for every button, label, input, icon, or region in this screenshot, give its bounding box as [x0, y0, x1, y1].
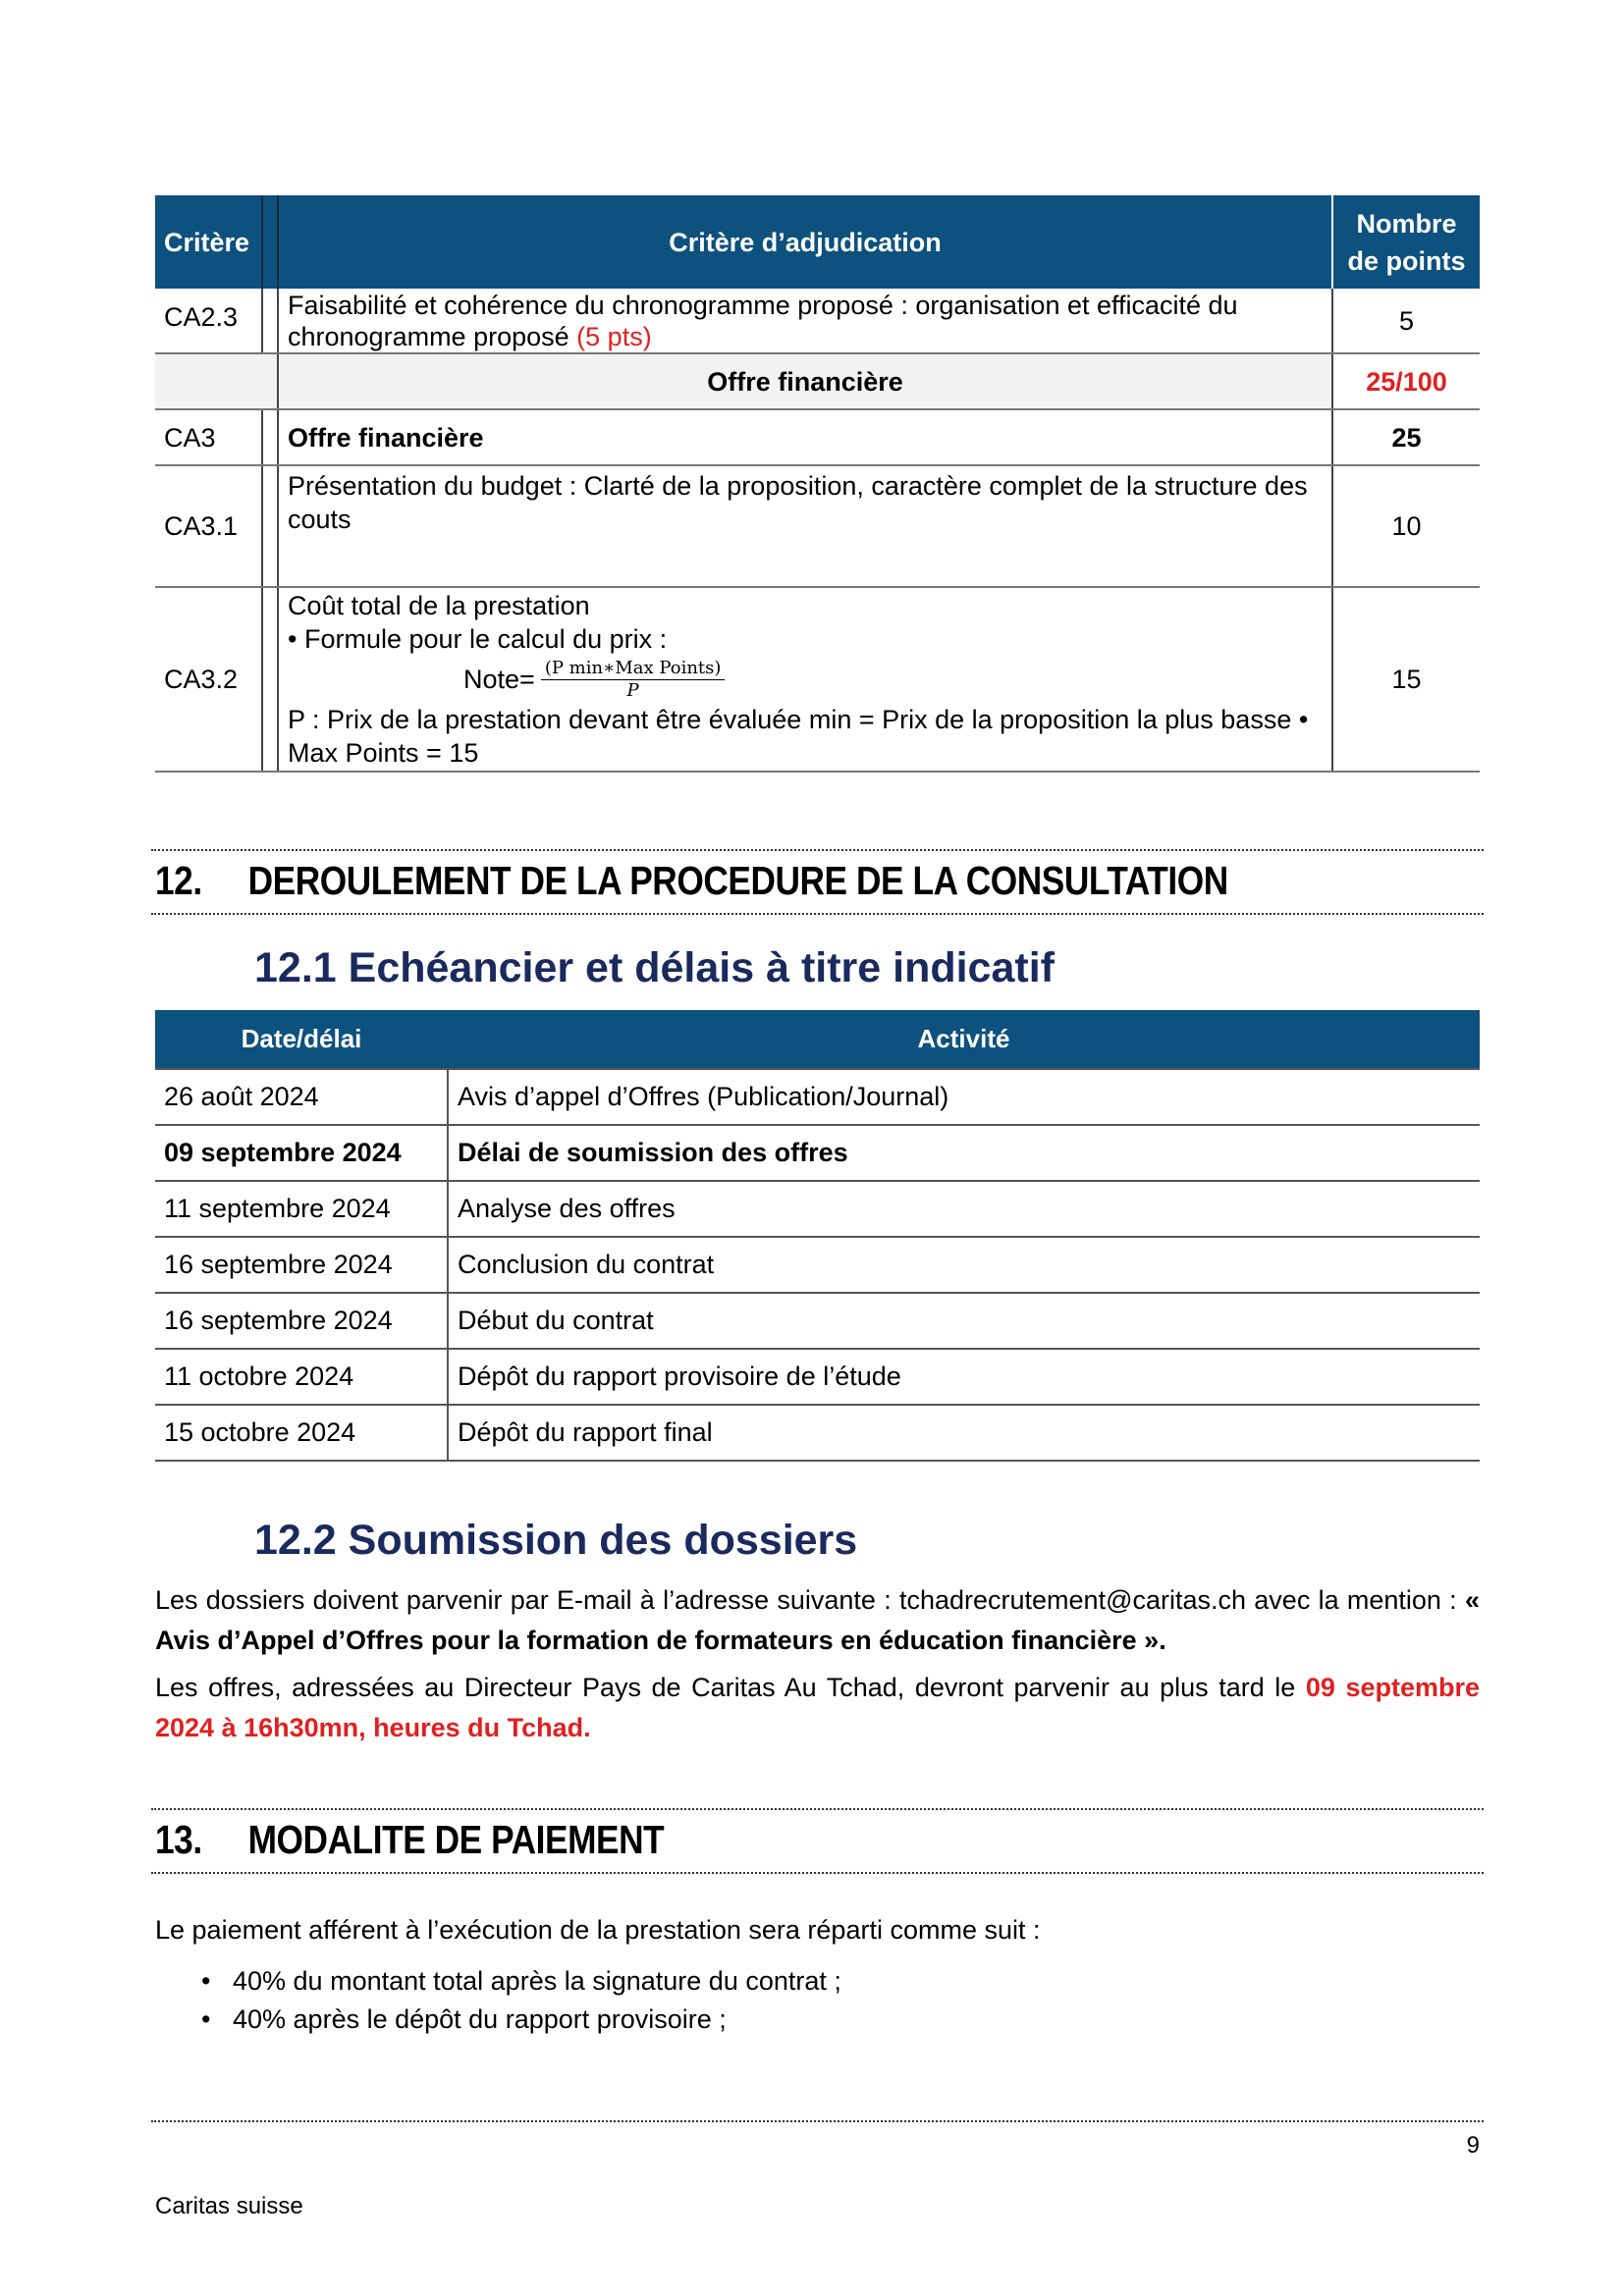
ca23-code: CA2.3	[155, 289, 262, 353]
row-ca32	[155, 587, 1480, 772]
row-subtotal-financial	[155, 353, 1480, 409]
header-nombre-points	[1332, 195, 1480, 289]
ca23-description: Faisabilité et cohérence du chronogramme proposé : organisation et efficacité du chronogramme proposé	[288, 290, 1238, 351]
section-13-number: 13.	[155, 1817, 202, 1862]
header-points-line1: Nombre	[1356, 208, 1457, 239]
row-ca3	[155, 409, 1480, 465]
subsection-12-2-title: 12.2 Soumission des dossiers	[254, 1517, 858, 1564]
payment-list	[201, 1962, 841, 2039]
ca23-points-highlight: (5 pts)	[576, 321, 652, 351]
header-activity: Activité	[448, 1010, 1480, 1069]
formula-numerator: (P min∗Max Points)	[541, 658, 726, 680]
ca3-label: Offre financière	[278, 409, 1332, 465]
spacer-cell	[262, 465, 278, 587]
subtotal-empty	[155, 353, 262, 409]
table-row	[155, 1125, 1480, 1181]
footer-text: Caritas suisse	[155, 2193, 303, 2219]
schedule-date: 16 septembre 2024	[155, 1237, 448, 1293]
formula-note-label: Note=	[463, 665, 535, 694]
header-date: Date/délai	[155, 1010, 448, 1069]
list-item: • 40% du montant total après la signature du contrat ;	[201, 1962, 841, 2001]
ca23-text	[278, 289, 1332, 353]
section-13-heading	[155, 1817, 664, 1863]
ca32-code: CA3.2	[155, 587, 262, 772]
ca31-code: CA3.1	[155, 465, 262, 587]
spacer-cell	[262, 409, 278, 465]
ca23-points: 5	[1332, 289, 1480, 353]
row-ca23	[155, 289, 1480, 353]
schedule-date: 16 septembre 2024	[155, 1293, 448, 1349]
payment-intro: Le paiement afférent à l’exécution de la prestation sera réparti comme suit :	[155, 1915, 1041, 1945]
submission-paragraph-1	[155, 1580, 1480, 1661]
divider	[151, 1872, 1484, 1874]
criteria-header-row	[155, 195, 1480, 289]
schedule-activity: Dépôt du rapport final	[448, 1405, 1480, 1461]
table-row	[155, 1237, 1480, 1293]
ca32-line1: Coût total de la prestation	[288, 591, 590, 620]
table-row	[155, 1293, 1480, 1349]
schedule-header-row	[155, 1010, 1480, 1069]
ca32-points: 15	[1332, 587, 1480, 772]
schedule-date: 26 août 2024	[155, 1069, 448, 1125]
subtotal-points: 25/100	[1332, 353, 1480, 409]
row-ca31	[155, 465, 1480, 587]
ca32-formula	[288, 656, 1318, 703]
subtotal-label: Offre financière	[278, 353, 1332, 409]
table-row	[155, 1349, 1480, 1405]
ca32-line2: • Formule pour le calcul du prix :	[288, 624, 668, 654]
schedule-activity: Dépôt du rapport provisoire de l’étude	[448, 1349, 1480, 1405]
schedule-table	[155, 1010, 1480, 1462]
header-critere-adjudication: Critère d’adjudication	[278, 195, 1332, 289]
header-critere: Critère	[155, 195, 262, 289]
schedule-activity: Délai de soumission des offres	[448, 1125, 1480, 1181]
list-item: • 40% après le dépôt du rapport provisoire ;	[201, 2001, 841, 2039]
schedule-date: 15 octobre 2024	[155, 1405, 448, 1461]
section-13-title: MODALITE DE PAIEMENT	[247, 1817, 665, 1862]
spacer-cell	[262, 353, 278, 409]
para2-text: Les offres, adressées au Directeur Pays de Caritas Au Tchad, devront parvenir au plus tard le	[155, 1673, 1296, 1702]
schedule-activity: Analyse des offres	[448, 1181, 1480, 1237]
header-points-line2: de points	[1347, 245, 1466, 276]
schedule-date: 09 septembre 2024	[155, 1125, 448, 1181]
para1-text: Les dossiers doivent parvenir par E-mail à l’adresse suivante : tchadrecrutement@caritas.ch avec la mention :	[155, 1585, 1457, 1615]
submission-paragraph-2	[155, 1668, 1480, 1748]
ca3-code: CA3	[155, 409, 262, 465]
section-12-number: 12.	[155, 858, 202, 903]
divider	[151, 849, 1484, 851]
spacer-cell	[262, 587, 278, 772]
formula-denominator: P	[626, 679, 639, 701]
footer-divider	[151, 2120, 1484, 2122]
ca32-line3: P : Prix de la prestation devant être évaluée min = Prix de la proposition la plus basse • Max Points = 15	[288, 705, 1309, 768]
divider	[151, 913, 1484, 915]
schedule-date: 11 septembre 2024	[155, 1181, 448, 1237]
para2-deadline: 09 septembre 2024 à 16h30mn, heures du Tchad.	[155, 1673, 1481, 1742]
ca32-text	[278, 587, 1332, 772]
ca31-text: Présentation du budget : Clarté de la proposition, caractère complet de la structure des couts	[278, 465, 1332, 587]
table-row	[155, 1405, 1480, 1461]
schedule-activity: Conclusion du contrat	[448, 1237, 1480, 1293]
table-row	[155, 1069, 1480, 1125]
divider	[151, 1808, 1484, 1810]
spacer-cell	[262, 289, 278, 353]
schedule-activity: Avis d’appel d’Offres (Publication/Journal)	[448, 1069, 1480, 1125]
para1-bold-mention: « Avis d’Appel d’Offres pour la formation de formateurs en éducation financière ».	[155, 1585, 1480, 1655]
schedule-activity: Début du contrat	[448, 1293, 1480, 1349]
ca31-points: 10	[1332, 465, 1480, 587]
subsection-12-1-title: 12.1 Echéancier et délais à titre indicatif	[254, 944, 1055, 991]
section-12-title: DEROULEMENT DE LA PROCEDURE DE LA CONSULTATION	[247, 858, 1228, 903]
ca3-points: 25	[1332, 409, 1480, 465]
formula-fraction	[541, 658, 726, 702]
table-row	[155, 1181, 1480, 1237]
page-number: 9	[1466, 2132, 1480, 2159]
schedule-date: 11 octobre 2024	[155, 1349, 448, 1405]
section-12-heading	[155, 858, 1228, 904]
criteria-table	[155, 195, 1480, 773]
header-spacer	[262, 195, 278, 289]
